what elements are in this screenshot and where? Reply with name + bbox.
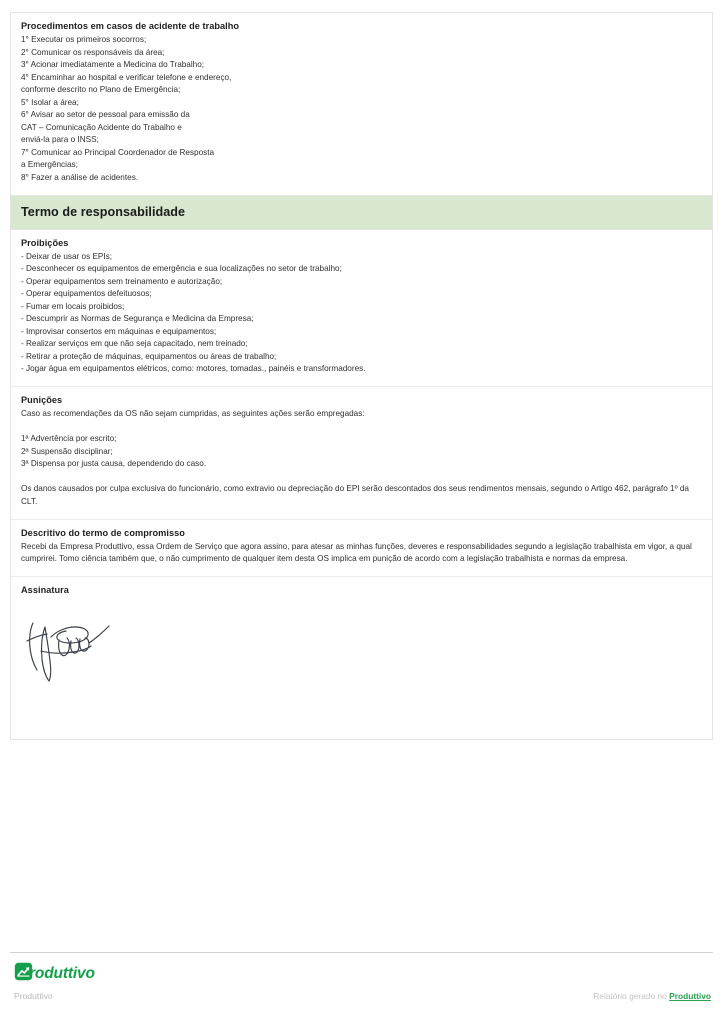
list-item: 4° Encaminhar ao hospital e verificar telefone e endereço, (21, 72, 232, 82)
commitment-title: Descritivo do termo de compromisso (21, 527, 185, 538)
section-header-termo-de-responsabilidade (11, 195, 712, 230)
procedures-block (11, 13, 712, 195)
list-item: 3ª Dispensa por justa causa, dependendo do caso. (21, 459, 207, 469)
list-item: 2° Comunicar os responsáveis da área; (21, 47, 165, 57)
handwritten-signature-icon (21, 607, 131, 687)
procedures-lines (21, 34, 702, 185)
report-document-card (10, 12, 713, 740)
list-item: - Operar equipamentos sem treinamento e autorização; (21, 276, 223, 286)
footer-divider (10, 952, 713, 953)
list-item: 3° Acionar imediatamente a Medicina do Trabalho; (21, 60, 205, 70)
signature-block (11, 576, 712, 739)
footer-note-prefix: Relatório gerado no (593, 991, 670, 1001)
list-item: - Improvisar consertos em máquinas e equipamentos; (21, 326, 217, 336)
list-item: - Operar equipamentos defeituosos; (21, 289, 152, 299)
brand-caption: Produttivo (14, 991, 53, 1001)
list-item: 1° Executar os primeiros socorros; (21, 35, 147, 44)
prohibitions-lines (21, 251, 702, 376)
footer-produttivo-link[interactable]: Produttivo (669, 991, 711, 1001)
signature-canvas (21, 607, 702, 717)
brand-logo (14, 962, 95, 981)
list-item: - Desconhecer os equipamentos de emergência e sua localizações no setor de trabalho; (21, 264, 342, 274)
list-item: a Emergências; (21, 160, 78, 170)
list-item: 8° Fazer a análise de acidentes. (21, 173, 139, 183)
footer-generated-note (593, 991, 711, 1001)
procedures-title: Procedimentos em casos de acidente de trabalho (21, 21, 240, 31)
commitment-block (11, 519, 712, 576)
list-item: - Retirar a proteção de máquinas, equipamentos ou áreas de trabalho; (21, 351, 277, 361)
list-item: - Deixar de usar os EPIs; (21, 251, 113, 261)
spacer (21, 421, 702, 434)
list-item: 5° Isolar a área; (21, 97, 79, 107)
prohibitions-title: Proibições (21, 237, 69, 248)
list-item: - Realizar serviços em que não seja capacitado, nem treinado; (21, 339, 248, 349)
signature-title: Assinatura (21, 584, 69, 595)
spacer (21, 471, 702, 484)
prohibitions-block (11, 230, 712, 386)
section-header-title: Termo de responsabilidade (21, 204, 186, 219)
list-item: 6° Avisar ao setor de pessoal para emissão da (21, 110, 190, 120)
punishments-block (11, 386, 712, 518)
punishments-closing: Os danos causados por culpa exclusiva do funcionário, como extravio ou depreciação do EPI serão descontados dos seus rendimentos mensais, segundo o Artigo 462, parágrafo 1º da CLT. (21, 484, 689, 506)
list-item: conforme descrito no Plano de Emergência; (21, 85, 181, 95)
list-item: - Descumprir as Normas de Segurança e Medicina da Empresa; (21, 314, 254, 324)
list-item: - Fumar em locais proibidos; (21, 301, 125, 311)
punishments-intro: Caso as recomendações da OS não sejam cumpridas, as seguintes ações serão empregadas: (21, 409, 365, 419)
list-item: 7° Comunicar ao Principal Coordenador de Resposta (21, 147, 215, 157)
list-item: 1ª Advertência por escrito; (21, 434, 117, 444)
list-item: CAT – Comunicação Acidente do Trabalho e (21, 122, 182, 132)
list-item: - Jogar água em equipamentos elétricos, como: motores, tomadas., painéis e transformadores. (21, 364, 366, 374)
list-item: 2ª Suspensão disciplinar; (21, 446, 113, 456)
commitment-text: Recebi da Empresa Produttivo, essa Ordem de Serviço que agora assino, para atesar as minhas funções, deveres e responsabilidades segundo a legislação trabalhista em vigor, a qual cumprirei. Tomo ciência também que, o não cumprimento de qualquer item desta OS implica em punição de acordo com a legislação trabalhista e normas da empresa. (21, 541, 692, 564)
page-footer (10, 962, 713, 1014)
brand-wordmark: roduttivo (29, 964, 95, 982)
punishments-title: Punições (21, 395, 63, 406)
list-item: enviá-la para o INSS; (21, 135, 99, 145)
